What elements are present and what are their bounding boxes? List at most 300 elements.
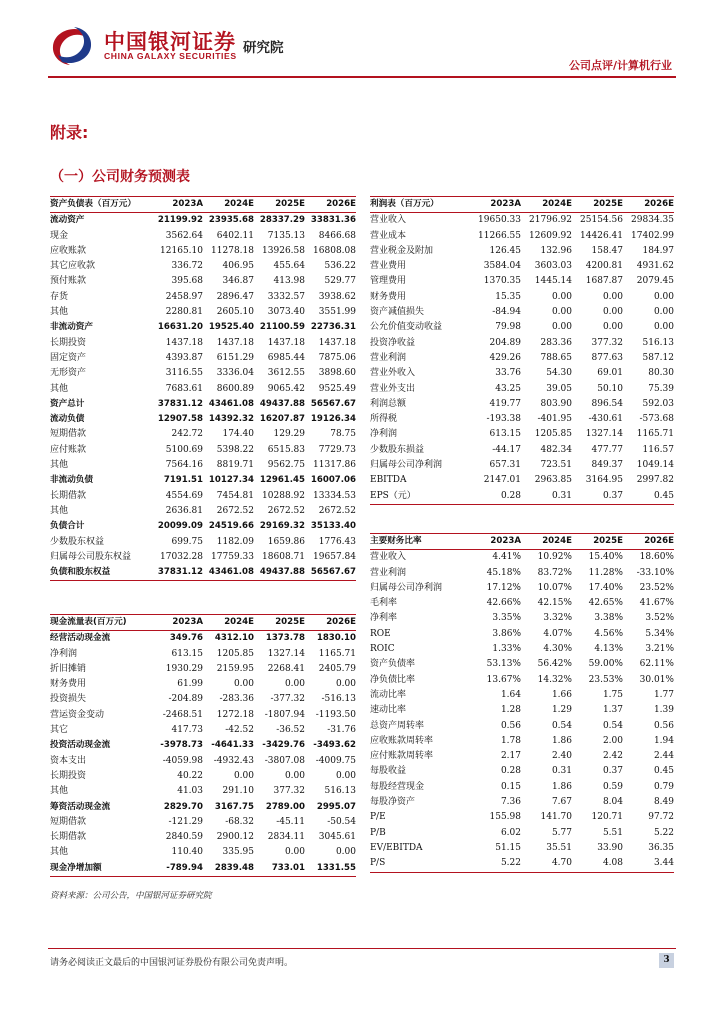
- row-label: P/B: [370, 827, 386, 838]
- value-cell: 3584.04: [483, 261, 521, 272]
- value-cell: 1331.55: [305, 861, 356, 877]
- value-cell: 12165.10: [160, 245, 203, 256]
- value-cell: 3603.03: [534, 261, 572, 272]
- row-label: 少数股东损益: [370, 444, 425, 455]
- row-label: 管理费用: [370, 276, 407, 287]
- value-cell: 11317.86: [313, 460, 356, 471]
- value-cell: 1205.85: [216, 648, 254, 659]
- value-cell: 2.17: [500, 751, 521, 762]
- brand-name-cn: 中国银河证券: [104, 30, 236, 54]
- value-cell: -44.17: [492, 444, 521, 455]
- value-cell: 3612.55: [267, 368, 305, 379]
- value-cell: 6151.29: [216, 352, 254, 363]
- value-cell: 50.10: [597, 383, 623, 394]
- value-cell: 0.00: [602, 322, 623, 333]
- value-cell: 2.40: [551, 751, 572, 762]
- table-row: [370, 550, 674, 566]
- value-cell: 33831.36: [310, 215, 356, 226]
- value-cell: 516.13: [324, 786, 356, 797]
- row-label: 应付账款: [50, 444, 87, 455]
- value-cell: 1776.43: [318, 536, 356, 547]
- value-cell: 1659.86: [267, 536, 305, 547]
- row-label: 应收账款周转率: [370, 735, 434, 746]
- value-cell: 1830.10: [316, 633, 356, 644]
- table-row: [370, 336, 674, 351]
- row-label: 归属母公司净利润: [370, 460, 443, 471]
- value-cell: 0.00: [602, 307, 623, 318]
- brand-name-en: CHINA GALAXY SECURITIES: [104, 51, 237, 61]
- value-cell: -283.36: [219, 694, 254, 705]
- value-cell: 19650.33: [478, 215, 521, 226]
- value-cell: -84.94: [492, 307, 521, 318]
- row-label: 速动比率: [370, 705, 407, 716]
- year-header-cell: 2023A: [470, 197, 521, 213]
- value-cell: 8819.71: [216, 460, 254, 471]
- value-cell: 896.54: [591, 398, 623, 409]
- table-row: [50, 397, 356, 412]
- row-label: 营业成本: [370, 230, 407, 241]
- value-cell: 11266.55: [478, 230, 521, 241]
- row-label: 归属母公司净利润: [370, 582, 443, 593]
- value-cell: 3938.62: [318, 291, 356, 302]
- value-cell: 0.00: [284, 770, 305, 781]
- row-label: P/S: [370, 856, 470, 872]
- value-cell: 12609.92: [529, 230, 572, 241]
- table-row: [50, 213, 356, 229]
- value-cell: 11.28%: [588, 567, 623, 578]
- row-label: 营业利润: [370, 352, 407, 363]
- value-cell: 0.00: [233, 679, 254, 690]
- value-cell: 43.25: [495, 383, 521, 394]
- table-row: [370, 749, 674, 764]
- value-cell: 2.00: [602, 735, 623, 746]
- value-cell: 3045.61: [318, 832, 356, 843]
- value-cell: 11278.18: [211, 245, 254, 256]
- value-cell: 1.86: [551, 735, 572, 746]
- row-label: 营业收入: [370, 552, 407, 563]
- value-cell: 43461.08: [208, 398, 254, 409]
- table-row: [370, 810, 674, 825]
- value-cell: 3332.57: [267, 291, 305, 302]
- value-cell: 1.29: [551, 705, 572, 716]
- value-cell: 1.77: [653, 689, 674, 700]
- row-label: 非流动负债: [50, 475, 93, 486]
- value-cell: 15.35: [495, 291, 521, 302]
- value-cell: 0.54: [551, 720, 572, 731]
- value-cell: 283.36: [540, 337, 572, 348]
- row-label: 其他: [50, 505, 69, 516]
- value-cell: -45.11: [276, 816, 305, 827]
- table-row: [50, 535, 356, 550]
- value-cell: -573.68: [639, 414, 674, 425]
- value-cell: 1.78: [500, 735, 521, 746]
- value-cell: 0.00: [653, 307, 674, 318]
- value-cell: 7191.51: [163, 475, 203, 486]
- row-label: 筹资活动现金流: [50, 801, 111, 812]
- row-label: 其他: [50, 786, 69, 797]
- value-cell: 155.98: [489, 812, 521, 823]
- value-cell: 4.41%: [492, 552, 521, 563]
- value-cell: 2997.82: [636, 475, 674, 486]
- value-cell: 0.31: [521, 489, 572, 505]
- value-cell: 3.35%: [492, 613, 521, 624]
- value-cell: 2268.41: [267, 663, 305, 674]
- row-label: 现金: [50, 230, 69, 241]
- value-cell: 419.77: [489, 398, 521, 409]
- value-cell: 17.12%: [486, 582, 521, 593]
- cash-flow-table: [50, 614, 356, 877]
- value-cell: 78.75: [330, 429, 356, 440]
- value-cell: 0.15: [500, 781, 521, 792]
- value-cell: 455.64: [273, 261, 305, 272]
- value-cell: 0.28: [500, 766, 521, 777]
- value-cell: -193.38: [486, 414, 521, 425]
- row-label: EV/EBITDA: [370, 842, 423, 853]
- value-cell: 336.72: [171, 261, 203, 272]
- value-cell: 3.32%: [543, 613, 572, 624]
- institute-label: 研究院: [243, 40, 284, 56]
- value-cell: 9525.49: [318, 383, 356, 394]
- value-cell: 29834.35: [631, 215, 674, 226]
- row-label: 其它: [50, 725, 69, 736]
- value-cell: 4.07%: [543, 628, 572, 639]
- table-row: [370, 213, 674, 229]
- table-row: [370, 719, 674, 734]
- value-cell: 0.54: [602, 720, 623, 731]
- value-cell: 1.94: [653, 735, 674, 746]
- value-cell: 21100.59: [259, 322, 305, 333]
- value-cell: 5.22: [653, 827, 674, 838]
- value-cell: 12961.45: [259, 475, 305, 486]
- table-row: [50, 259, 356, 274]
- value-cell: -401.95: [537, 414, 572, 425]
- row-label: 长期投资: [50, 770, 87, 781]
- value-cell: 3551.99: [318, 307, 356, 318]
- value-cell: 1.75: [602, 689, 623, 700]
- value-cell: 18.60%: [639, 552, 674, 563]
- value-cell: -3493.62: [313, 740, 356, 751]
- value-cell: 14426.41: [580, 230, 623, 241]
- value-cell: -50.54: [327, 816, 356, 827]
- value-cell: 7683.61: [165, 383, 203, 394]
- value-cell: -204.89: [168, 694, 203, 705]
- value-cell: 4554.69: [165, 490, 203, 501]
- footer-divider: [48, 948, 676, 949]
- table-row: [370, 382, 674, 397]
- row-label: 每股收益: [370, 766, 407, 777]
- value-cell: 41.67%: [639, 598, 674, 609]
- value-cell: 0.00: [653, 291, 674, 302]
- value-cell: 18608.71: [262, 551, 305, 562]
- value-cell: 30.01%: [639, 674, 674, 685]
- value-cell: 1.66: [551, 689, 572, 700]
- value-cell: 8.04: [602, 797, 623, 808]
- value-cell: 1.28: [500, 705, 521, 716]
- table-row: [370, 856, 674, 872]
- table-row: [370, 642, 674, 657]
- value-cell: 8466.68: [318, 230, 356, 241]
- table-header-row: [50, 197, 356, 213]
- disclaimer-text: 请务必阅读正文最后的中国银河证券股份有限公司免责声明。: [50, 958, 294, 968]
- value-cell: 613.15: [171, 648, 203, 659]
- value-cell: 16207.87: [259, 414, 305, 425]
- row-label: 营业外支出: [370, 383, 416, 394]
- value-cell: -4059.98: [162, 755, 203, 766]
- year-header-cell: 2024E: [203, 615, 254, 631]
- row-label: 投资净收益: [370, 337, 416, 348]
- value-cell: 1437.18: [267, 337, 305, 348]
- value-cell: -3429.76: [262, 740, 305, 751]
- table-row: [370, 229, 674, 244]
- value-cell: 377.32: [591, 337, 623, 348]
- value-cell: -4932.43: [213, 755, 254, 766]
- value-cell: 877.63: [591, 352, 623, 363]
- value-cell: 2.42: [602, 751, 623, 762]
- value-cell: 2829.70: [163, 801, 203, 812]
- row-label: 流动资产: [50, 215, 85, 226]
- row-label: 资产负债率: [370, 659, 416, 670]
- value-cell: 1437.18: [165, 337, 203, 348]
- table-row: [50, 662, 356, 677]
- data-source-note: 资料来源：公司公告，中国银河证券研究院: [50, 891, 212, 901]
- table-row: [50, 473, 356, 488]
- value-cell: 36.35: [648, 842, 674, 853]
- value-cell: 1.64: [500, 689, 521, 700]
- value-cell: 699.75: [171, 536, 203, 547]
- year-header-cell: 2025E: [572, 534, 623, 550]
- table-row: [50, 677, 356, 692]
- value-cell: 10.92%: [537, 552, 572, 563]
- value-cell: 413.98: [273, 276, 305, 287]
- value-cell: 2280.81: [165, 307, 203, 318]
- value-cell: 39.05: [546, 383, 572, 394]
- row-label: 净利润: [370, 429, 398, 440]
- row-label: 净负债比率: [370, 674, 416, 685]
- value-cell: 19525.40: [208, 322, 254, 333]
- value-cell: 13334.53: [313, 490, 356, 501]
- value-cell: 2840.59: [165, 832, 203, 843]
- value-cell: 97.72: [648, 812, 674, 823]
- value-cell: -68.32: [225, 816, 254, 827]
- table-row: [50, 723, 356, 738]
- value-cell: 6.02: [500, 827, 521, 838]
- value-cell: 23935.68: [208, 215, 254, 226]
- row-label: 营业费用: [370, 261, 407, 272]
- value-cell: 1272.18: [216, 709, 254, 720]
- value-cell: 35133.40: [310, 521, 356, 532]
- row-label: 短期借款: [50, 429, 87, 440]
- value-cell: 2405.79: [318, 663, 356, 674]
- table-row: [50, 830, 356, 845]
- table-title-cell: 利润表（百万元）: [370, 197, 470, 213]
- value-cell: -3978.73: [160, 740, 203, 751]
- row-label: 折旧摊销: [50, 663, 87, 674]
- value-cell: 2896.47: [216, 291, 254, 302]
- value-cell: 3.86%: [492, 628, 521, 639]
- value-cell: 56.42%: [537, 659, 572, 670]
- table-row: [370, 611, 674, 626]
- table-row: [370, 657, 674, 672]
- value-cell: 56567.67: [305, 565, 356, 581]
- value-cell: 0.00: [602, 291, 623, 302]
- year-header-cell: 2023A: [152, 615, 203, 631]
- value-cell: 2.44: [653, 751, 674, 762]
- appendix-title: 附录:: [50, 123, 89, 142]
- row-label: 营业收入: [370, 215, 407, 226]
- value-cell: -33.10%: [636, 567, 674, 578]
- table-header-row: [370, 197, 674, 213]
- value-cell: 7875.06: [318, 352, 356, 363]
- value-cell: 0.37: [602, 766, 623, 777]
- value-cell: 4931.62: [636, 261, 674, 272]
- row-label: 负债合计: [50, 521, 85, 532]
- value-cell: 1.86: [551, 781, 572, 792]
- value-cell: 5.77: [551, 827, 572, 838]
- table-row: [50, 708, 356, 723]
- table-row: [370, 734, 674, 749]
- value-cell: 16631.20: [157, 322, 203, 333]
- value-cell: 2789.00: [265, 801, 305, 812]
- row-label: 归属母公司股东权益: [50, 551, 132, 562]
- value-cell: 587.12: [642, 352, 674, 363]
- table-header-row: [370, 534, 674, 550]
- value-cell: 2963.85: [534, 475, 572, 486]
- value-cell: 346.87: [222, 276, 254, 287]
- value-cell: 126.45: [489, 245, 521, 256]
- row-label: 总资产周转率: [370, 720, 425, 731]
- value-cell: 21796.92: [529, 215, 572, 226]
- value-cell: 120.71: [591, 812, 623, 823]
- page-number: 3: [659, 953, 674, 968]
- value-cell: -2468.51: [162, 709, 203, 720]
- row-label: 资产总计: [50, 398, 85, 409]
- value-cell: 42.15%: [537, 598, 572, 609]
- value-cell: 1327.14: [267, 648, 305, 659]
- value-cell: 4312.10: [214, 633, 254, 644]
- value-cell: 733.01: [254, 861, 305, 877]
- table-row: [50, 519, 356, 534]
- table-row: [50, 320, 356, 335]
- value-cell: 6402.11: [216, 230, 254, 241]
- year-header-cell: 2026E: [305, 615, 356, 631]
- row-label: 每股净资产: [370, 797, 416, 808]
- value-cell: 23.52%: [639, 582, 674, 593]
- table-row: [50, 366, 356, 381]
- table-row: [50, 427, 356, 442]
- table-row: [370, 351, 674, 366]
- value-cell: 35.51: [546, 842, 572, 853]
- value-cell: 613.15: [489, 429, 521, 440]
- value-cell: 3.52%: [645, 613, 674, 624]
- table-row: [370, 366, 674, 381]
- row-label: 非流动资产: [50, 322, 93, 333]
- row-label: 财务费用: [370, 291, 407, 302]
- value-cell: 37831.12: [157, 398, 203, 409]
- table-row: [370, 320, 674, 335]
- value-cell: 0.45: [623, 489, 674, 505]
- balance-sheet-table: [50, 196, 356, 581]
- year-header-cell: 2024E: [521, 197, 572, 213]
- table-row: [370, 473, 674, 488]
- value-cell: 335.95: [222, 847, 254, 858]
- table-row: [50, 550, 356, 565]
- value-cell: 2900.12: [216, 832, 254, 843]
- value-cell: 6985.44: [267, 352, 305, 363]
- table-row: [50, 336, 356, 351]
- table-row: [370, 703, 674, 718]
- value-cell: -430.61: [588, 414, 623, 425]
- value-cell: 16808.08: [313, 245, 356, 256]
- value-cell: 59.00%: [588, 659, 623, 670]
- table-row: [50, 412, 356, 427]
- value-cell: 7729.73: [318, 444, 356, 455]
- value-cell: 10.07%: [537, 582, 572, 593]
- value-cell: 54.30: [546, 368, 572, 379]
- value-cell: 2995.07: [316, 801, 356, 812]
- row-label: 其他: [50, 460, 69, 471]
- value-cell: 13926.58: [262, 245, 305, 256]
- table-row: [50, 305, 356, 320]
- value-cell: 9065.42: [267, 383, 305, 394]
- row-label: 其他: [50, 383, 69, 394]
- header-divider: [48, 76, 676, 78]
- table-row: [50, 692, 356, 707]
- value-cell: 141.70: [540, 812, 572, 823]
- income-statement-table: [370, 196, 674, 505]
- value-cell: 0.00: [551, 307, 572, 318]
- value-cell: 204.89: [489, 337, 521, 348]
- table-row: [50, 845, 356, 860]
- row-label: P/E: [370, 812, 386, 823]
- value-cell: 16007.06: [310, 475, 356, 486]
- value-cell: 49437.88: [254, 565, 305, 581]
- table-row: [50, 784, 356, 799]
- table-row: [50, 382, 356, 397]
- value-cell: 25154.56: [580, 215, 623, 226]
- table-row: [370, 259, 674, 274]
- value-cell: 5.22: [470, 856, 521, 872]
- value-cell: 56567.67: [310, 398, 356, 409]
- value-cell: 1445.14: [534, 276, 572, 287]
- value-cell: 0.59: [602, 781, 623, 792]
- value-cell: 5398.22: [216, 444, 254, 455]
- table-row: [370, 443, 674, 458]
- table-row: [50, 274, 356, 289]
- table-row: [370, 274, 674, 289]
- value-cell: 477.77: [591, 444, 623, 455]
- value-cell: 33.76: [495, 368, 521, 379]
- row-label: EBITDA: [370, 475, 407, 486]
- value-cell: -4009.75: [315, 755, 356, 766]
- row-label: 利润总额: [370, 398, 407, 409]
- report-category: 公司点评/计算机行业: [568, 59, 672, 72]
- table-row: [370, 581, 674, 596]
- value-cell: 8.49: [653, 797, 674, 808]
- value-cell: 803.90: [540, 398, 572, 409]
- table-row: [370, 673, 674, 688]
- value-cell: -4641.33: [211, 740, 254, 751]
- value-cell: 116.57: [642, 444, 674, 455]
- table-row: [50, 244, 356, 259]
- value-cell: -31.76: [327, 725, 356, 736]
- section-title: （一）公司财务预测表: [50, 169, 190, 185]
- year-header-cell: 2026E: [623, 197, 674, 213]
- value-cell: 22736.31: [310, 322, 356, 333]
- value-cell: 174.40: [222, 429, 254, 440]
- value-cell: 0.45: [653, 766, 674, 777]
- table-row: [370, 489, 674, 505]
- year-header-cell: 2023A: [470, 534, 521, 550]
